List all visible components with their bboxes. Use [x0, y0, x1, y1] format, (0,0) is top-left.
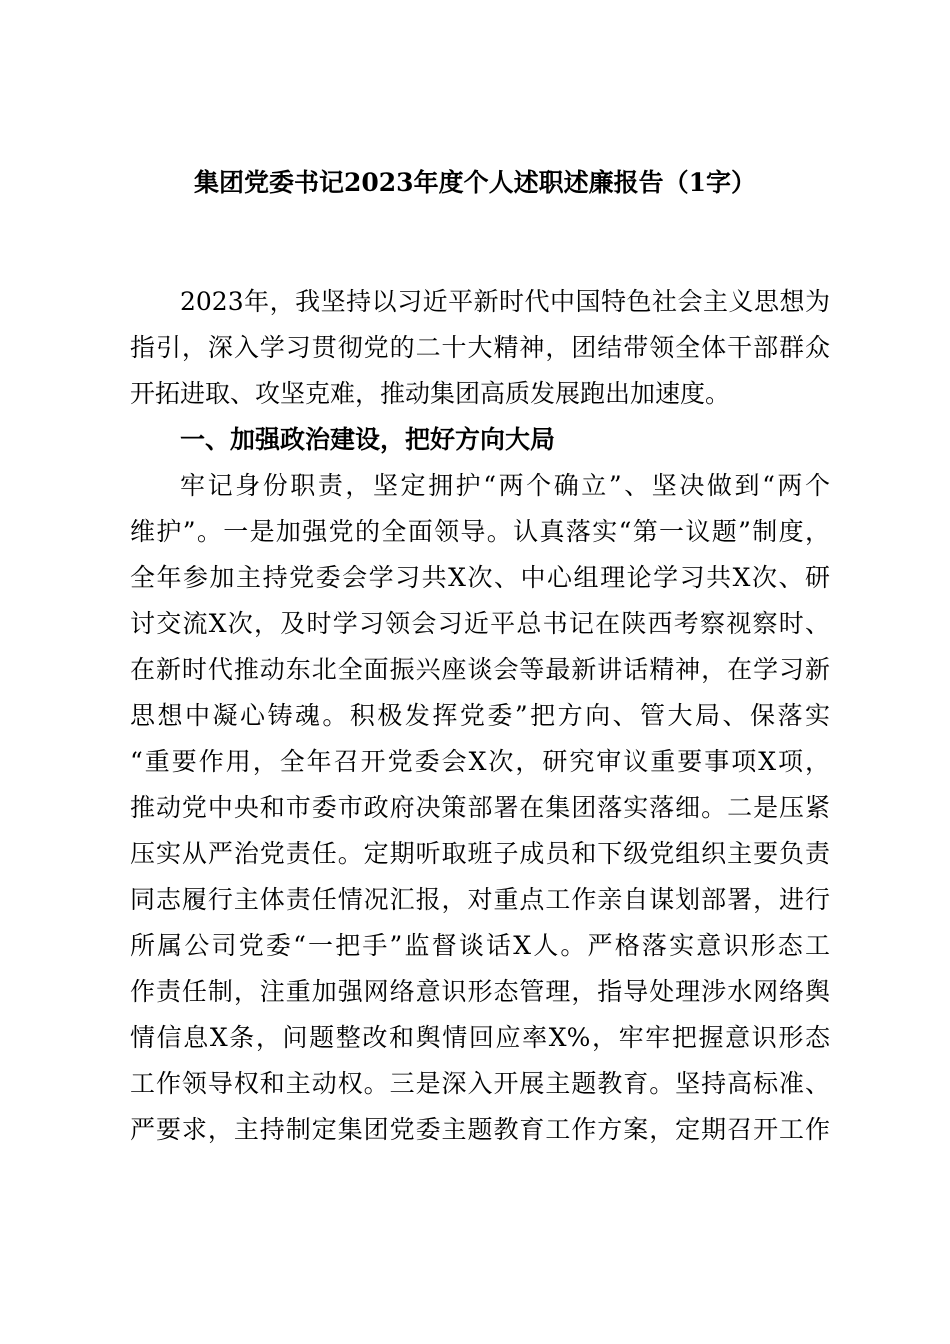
text-line: 所属公司党委“一把手”监督谈话X人。严格落实意识形态工 [130, 931, 830, 960]
section-heading: 一、加强政治建设，把好方向大局 [180, 425, 556, 454]
text-line: 工作领导权和主动权。三是深入开展主题教育。坚持高标准、 [130, 1069, 830, 1098]
text-line: 同志履行主体责任情况汇报，对重点工作亲自谋划部署，进行 [130, 885, 830, 914]
text-line: 讨交流X次，及时学习领会习近平总书记在陕西考察视察时、 [130, 609, 830, 638]
intro-paragraph [130, 279, 830, 417]
text-line: 牢记身份职责，坚定拥护“两个确立”、坚决做到“两个 [180, 471, 830, 500]
text-line: 在新时代推动东北全面振兴座谈会等最新讲话精神，在学习新 [130, 655, 830, 684]
text-line: “重要作用，全年召开党委会X次，研究审议重要事项X项， [130, 747, 830, 776]
text-line: 作责任制，注重加强网络意识形态管理，指导处理涉水网络舆 [130, 977, 830, 1006]
text-line: 情信息X条，问题整改和舆情回应率X%，牢牢把握意识形态 [130, 1023, 830, 1052]
text-line: 压实从严治党责任。定期听取班子成员和下级党组织主要负责 [130, 839, 830, 868]
text-line: 指引，深入学习贯彻党的二十大精神，团结带领全体干部群众 [130, 333, 830, 362]
text-line: 维护”。一是加强党的全面领导。认真落实“第一议题”制度， [130, 517, 830, 546]
section-heading-block [130, 417, 830, 463]
text-line: 思想中凝心铸魂。积极发挥党委”把方向、管大局、保落实 [130, 701, 830, 730]
document-title: 集团党委书记2023年度个人述职述廉报告（1字） [194, 168, 756, 197]
text-line: 推动党中央和市委市政府决策部署在集团落实落细。二是压紧 [130, 793, 830, 822]
text-line: 全年参加主持党委会学习共X次、中心组理论学习共X次、研 [130, 563, 830, 592]
text-line: 严要求，主持制定集团党委主题教育工作方案，定期召开工作 [130, 1115, 830, 1144]
text-line: 2023年，我坚持以习近平新时代中国特色社会主义思想为 [180, 287, 830, 316]
section-1-paragraph [130, 463, 830, 1153]
text-line: 开拓进取、攻坚克难，推动集团高质发展跑出加速度。 [130, 379, 731, 408]
